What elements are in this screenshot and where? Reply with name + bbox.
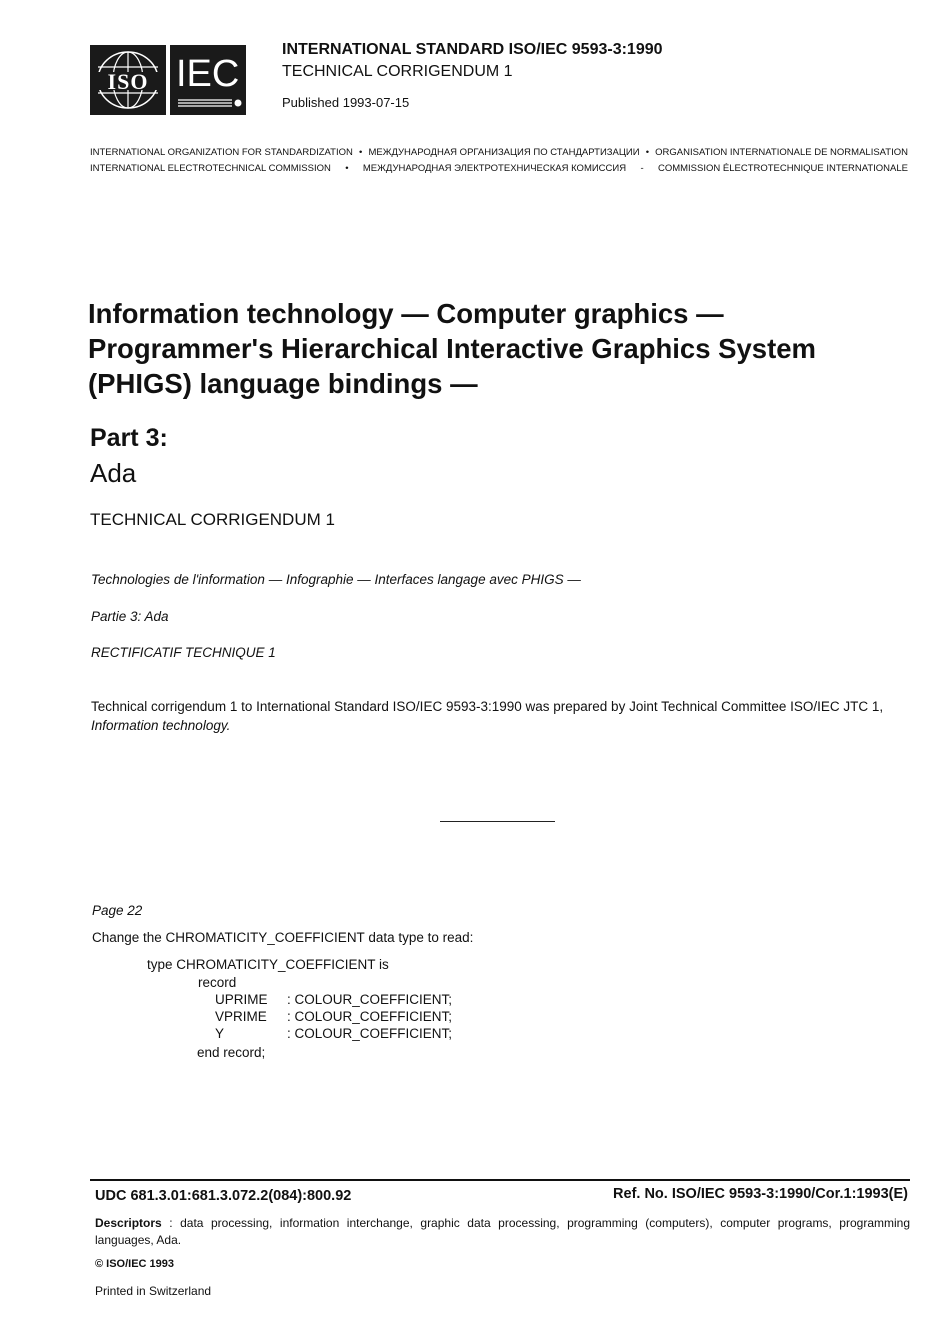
- intro-text: Technical corrigendum 1 to International Standard ISO/IEC 9593-3:1990 was prepared by Joint Technical Committee ISO/IEC JTC 1,: [91, 699, 884, 714]
- descriptors-text: : data processing, information interchange, graphic data processing, programming (computers), computer programs, programming languages, Ada.: [95, 1216, 910, 1247]
- org-iso-en: INTERNATIONAL ORGANIZATION FOR STANDARDIZATION: [90, 147, 353, 158]
- printed-in: Printed in Switzerland: [95, 1284, 212, 1298]
- french-part: Partie 3: Ada: [91, 609, 169, 624]
- code-record: record: [198, 975, 237, 990]
- code-field-type: : COLOUR_COEFFICIENT;: [287, 1009, 453, 1024]
- organization-line-1: [90, 147, 908, 158]
- iso-logo: [90, 45, 166, 115]
- udc-number: UDC 681.3.01:681.3.072.2(084):800.92: [95, 1188, 352, 1204]
- title-line-3: (PHIGS) language bindings —: [88, 368, 478, 399]
- code-type-line: type CHROMATICITY_COEFFICIENT is: [147, 957, 389, 972]
- page-reference: Page 22: [92, 903, 143, 918]
- org-separator: •: [358, 147, 363, 158]
- descriptors: [95, 1215, 910, 1249]
- standard-number: INTERNATIONAL STANDARD ISO/IEC 9593-3:1990: [282, 41, 663, 58]
- title-line-2: Programmer's Hierarchical Interactive Graphics System: [88, 333, 816, 364]
- committee-name: Information technology.: [91, 718, 231, 733]
- org-iso-fr: ORGANISATION INTERNATIONALE DE NORMALISATION: [655, 147, 908, 158]
- iso-logo-text: ISO: [107, 69, 149, 94]
- org-iec-en: INTERNATIONAL ELECTROTECHNICAL COMMISSION: [90, 163, 331, 174]
- published-date: Published 1993-07-15: [282, 95, 410, 110]
- part-label: Part 3:: [90, 424, 168, 452]
- org-iec-ru: МЕЖДУНАРОДНАЯ ЭЛЕКТРОТЕХНИЧЕСКАЯ КОМИССИЯ: [362, 163, 627, 174]
- french-title: Technologies de l'information — Infographie — Interfaces langage avec PHIGS —: [91, 572, 581, 587]
- code-field-type: : COLOUR_COEFFICIENT;: [287, 1026, 453, 1041]
- reference-number: Ref. No. ISO/IEC 9593-3:1990/Cor.1:1993(E): [613, 1186, 908, 1202]
- part-name: Ada: [90, 458, 137, 488]
- org-separator: •: [645, 147, 650, 158]
- descriptors-label: Descriptors: [95, 1216, 162, 1230]
- title-line-1: Information technology — Computer graphics —: [88, 298, 724, 329]
- org-separator: •: [345, 163, 349, 174]
- org-separator: -: [640, 163, 644, 174]
- iec-stripes-icon: [170, 45, 246, 115]
- change-instruction: Change the CHROMATICITY_COEFFICIENT data type to read:: [92, 930, 474, 945]
- section-separator: [440, 821, 555, 822]
- code-field-name: UPRIME: [215, 992, 268, 1007]
- french-corrigendum: RECTIFICATIF TECHNIQUE 1: [91, 645, 276, 660]
- organization-line-2: [90, 163, 908, 174]
- header-corrigendum: TECHNICAL CORRIGENDUM 1: [282, 63, 513, 80]
- title-corrigendum: TECHNICAL CORRIGENDUM 1: [90, 510, 335, 529]
- iec-logo: [170, 45, 246, 115]
- code-field-type: : COLOUR_COEFFICIENT;: [287, 992, 453, 1007]
- iec-logo-text: IEC: [176, 53, 240, 95]
- intro-paragraph: [91, 697, 911, 735]
- code-field-name: Y: [215, 1026, 225, 1041]
- org-iso-ru: МЕЖДУНАРОДНАЯ ОРГАНИЗАЦИЯ ПО СТАНДАРТИЗАЦИИ: [368, 147, 640, 158]
- code-end-record: end record;: [197, 1045, 266, 1060]
- code-field-name: VPRIME: [215, 1009, 267, 1024]
- footer-rule: [90, 1179, 910, 1181]
- org-iec-fr: COMMISSION ÉLECTROTECHNIQUE INTERNATIONALE: [657, 163, 908, 174]
- copyright: © ISO/IEC 1993: [95, 1258, 175, 1270]
- document-title: [88, 296, 908, 401]
